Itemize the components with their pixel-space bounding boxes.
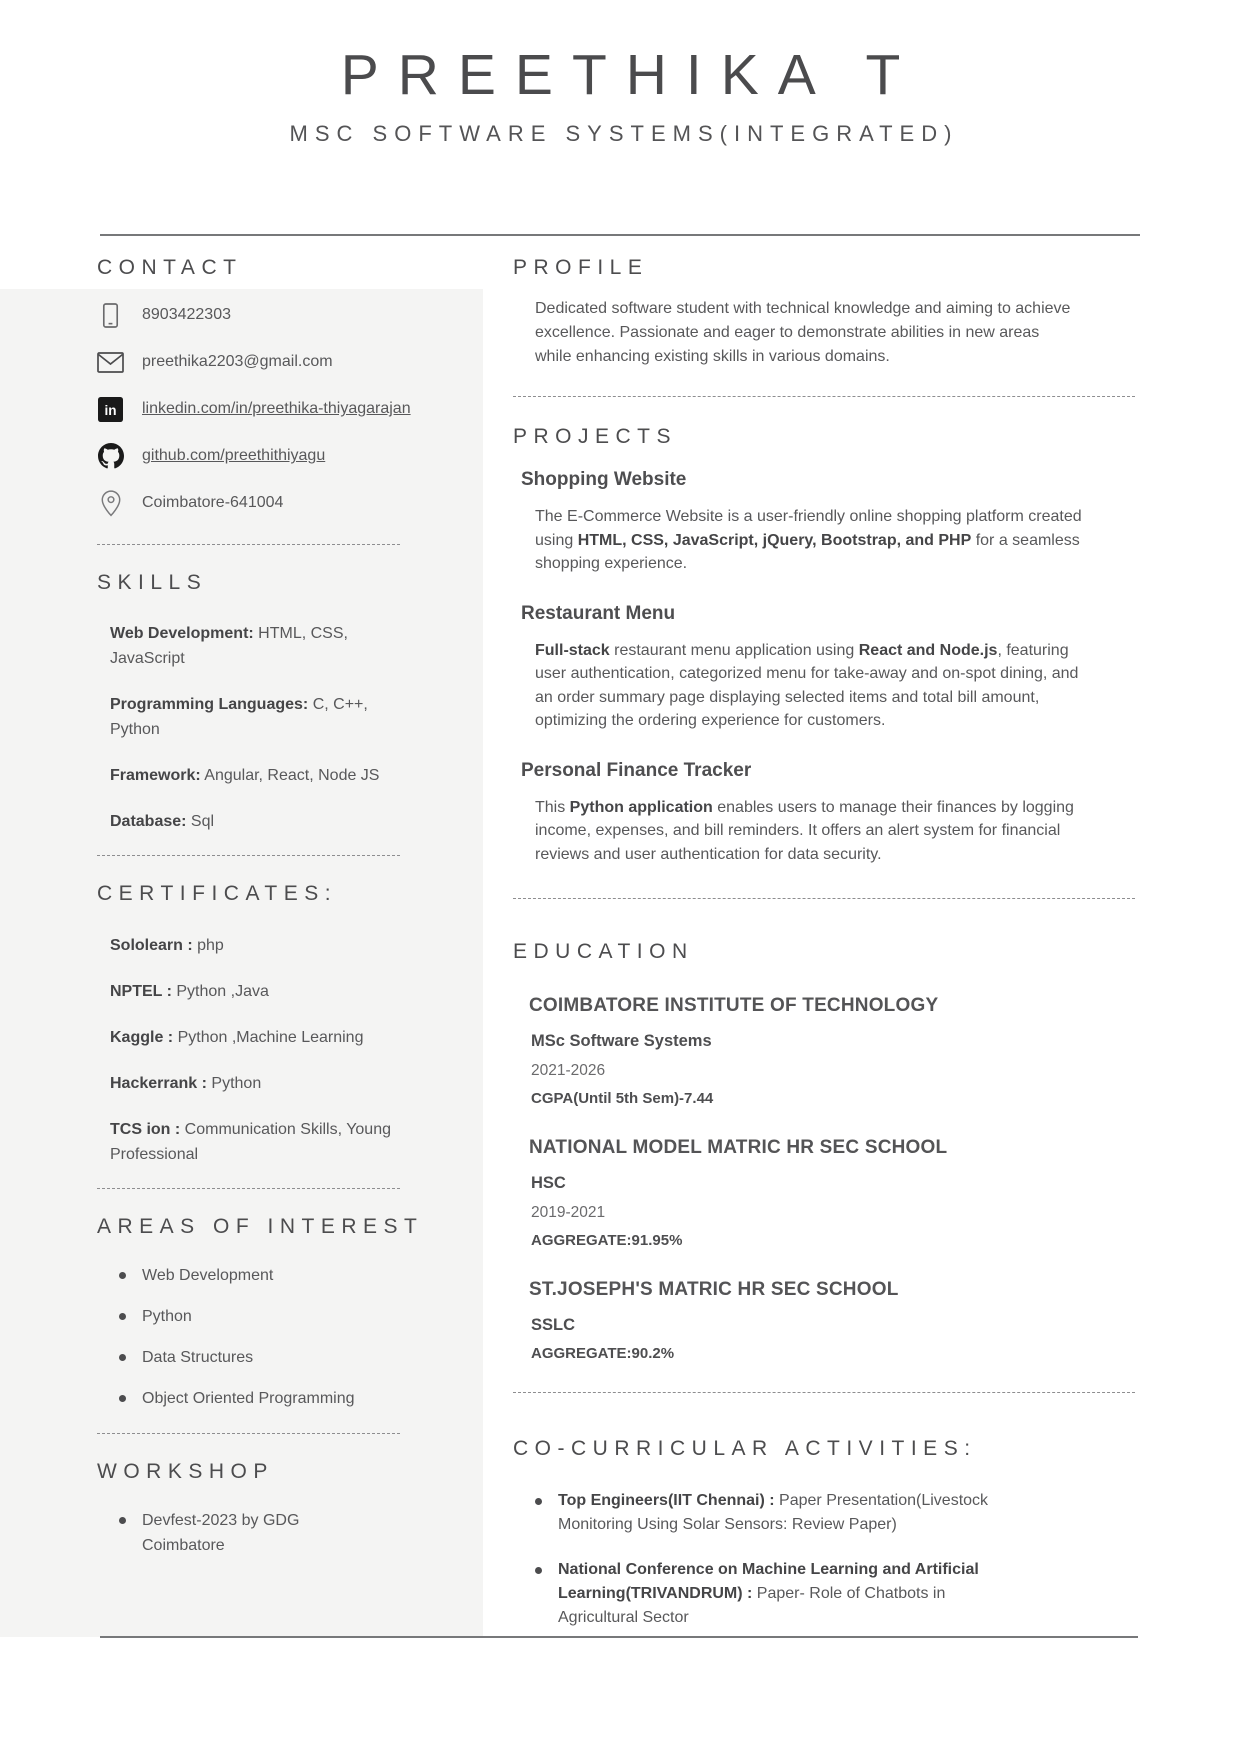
- project-description: Full-stack restaurant menu application using React and Node.js, featuring user authentication, categorized menu for take-away and on-spot dining, and an order summary page displaying selected items and total bill amount, optimizing the ordering experience for customers.: [535, 641, 1079, 730]
- skill-item: [110, 621, 392, 671]
- education-score: AGGREGATE:90.2%: [531, 1344, 675, 1362]
- certificate-label: Kaggle :: [110, 1028, 174, 1046]
- linkedin-icon: [97, 396, 124, 423]
- certificate-item: [110, 1025, 392, 1050]
- education-degree: MSc Software Systems: [531, 1031, 712, 1050]
- education-degree: HSC: [531, 1173, 566, 1192]
- education-years: 2021-2026: [531, 1061, 606, 1079]
- certificate-value: Python ,Machine Learning: [173, 1028, 364, 1046]
- certificate-item: [110, 1071, 392, 1096]
- certificate-label: Sololearn :: [110, 936, 193, 954]
- skill-value: C, C++, Python: [110, 696, 368, 739]
- section-divider: [97, 1188, 400, 1189]
- certificate-item: [110, 1117, 392, 1167]
- profile-text: Dedicated software student with technical knowledge and aiming to achieve excellence. Passionate and eager to demonstrate abilities in new areas while enhancing existing skills in various domains.: [535, 300, 1071, 366]
- location-icon: [97, 490, 124, 517]
- skill-value: Angular, React, Node JS: [200, 767, 380, 785]
- education-years: 2019-2021: [531, 1203, 606, 1221]
- project-title: Shopping Website: [521, 469, 687, 491]
- phone-number: 8903422303: [142, 306, 231, 324]
- certificate-value: Communication Skills, Young Professional: [110, 1120, 391, 1163]
- projects-heading: PROJECTS: [513, 425, 678, 449]
- profile-heading: PROFILE: [513, 256, 649, 279]
- project-title: Personal Finance Tracker: [521, 759, 752, 781]
- education-entry: [513, 995, 1141, 1107]
- areas-of-interest-heading: AREAS OF INTEREST: [97, 1214, 424, 1238]
- skill-item: [110, 809, 392, 834]
- certificate-item: [110, 933, 392, 958]
- education-institution: NATIONAL MODEL MATRIC HR SEC SCHOOL: [529, 1136, 948, 1158]
- education-entry: [513, 1137, 1141, 1249]
- github-icon: [97, 443, 124, 470]
- phone-icon: [97, 302, 124, 329]
- linkedin-link[interactable]: linkedin.com/in/preethika-thiyagarajan: [142, 400, 411, 418]
- certificate-label: Hackerrank :: [110, 1074, 207, 1092]
- section-divider: [513, 1392, 1135, 1393]
- list-item: Devfest-2023 by GDG Coimbatore: [97, 1508, 312, 1558]
- certificate-value: Python: [206, 1074, 262, 1092]
- contact-heading: CONTACT: [97, 256, 243, 279]
- contact-row-github: [97, 442, 443, 470]
- list-item: Data Structures: [97, 1345, 443, 1370]
- cocurricular-list: [513, 1489, 1141, 1630]
- skill-label: Database:: [110, 813, 187, 831]
- skill-value: HTML, CSS, JavaScript: [110, 625, 348, 668]
- project-description: This Python application enables users to manage their finances by logging income, expenses, and bill reminders. It offers an alert system for financial reviews and user authentication for data security.: [535, 798, 1074, 863]
- github-link[interactable]: github.com/preethithiyagu: [142, 447, 326, 465]
- location-text: Coimbatore-641004: [142, 494, 284, 512]
- skill-item: [110, 692, 392, 742]
- education-entry: [513, 1279, 1141, 1362]
- certificate-label: TCS ion :: [110, 1120, 181, 1138]
- section-divider: [513, 898, 1135, 899]
- svg-text:in: in: [104, 402, 117, 418]
- skill-label: Framework:: [110, 767, 201, 785]
- person-name: PREETHIKA T: [340, 43, 920, 107]
- resume-header: [0, 0, 1241, 147]
- certificate-value: Python ,Java: [171, 982, 269, 1000]
- certificate-item: [110, 979, 392, 1004]
- education-institution: COIMBATORE INSTITUTE OF TECHNOLOGY: [529, 994, 939, 1016]
- list-item: Top Engineers(IIT Chennai) : Paper Presentation(Livestock Monitoring Using Solar Sensors: Review Paper): [513, 1489, 1003, 1537]
- skill-label: Programming Languages:: [110, 696, 309, 714]
- project-description: The E-Commerce Website is a user-friendly online shopping platform created using HTML, CSS, JavaScript, jQuery, Bootstrap, and PHP for a seamless shopping experience.: [535, 508, 1082, 573]
- areas-of-interest-list: [97, 1263, 443, 1411]
- contact-row-phone: [97, 301, 443, 329]
- certificate-label: NPTEL :: [110, 982, 172, 1000]
- cocurricular-heading: CO-CURRICULAR ACTIVITIES:: [513, 1436, 977, 1460]
- workshop-list: [97, 1508, 443, 1558]
- project-title: Restaurant Menu: [521, 602, 676, 624]
- skill-item: [110, 763, 392, 788]
- certificates-heading: CERTIFICATES:: [97, 882, 338, 906]
- skills-heading: SKILLS: [97, 571, 208, 595]
- contact-list: [97, 301, 443, 517]
- education-institution: ST.JOSEPH'S MATRIC HR SEC SCHOOL: [529, 1278, 899, 1300]
- contact-row-linkedin: [97, 395, 443, 423]
- email-address: preethika2203@gmail.com: [142, 353, 333, 371]
- email-icon: [97, 349, 124, 376]
- skill-label: Web Development:: [110, 625, 254, 643]
- education-degree: SSLC: [531, 1315, 576, 1334]
- section-divider: [513, 396, 1135, 397]
- list-item: Object Oriented Programming: [97, 1386, 443, 1411]
- list-item: National Conference on Machine Learning and Artificial Learning(TRIVANDRUM) : Paper- Role of Chatbots in Agricultural Sector: [513, 1558, 1003, 1630]
- education-score: CGPA(Until 5th Sem)-7.44: [531, 1089, 714, 1107]
- sidebar: [0, 235, 483, 1651]
- skill-value: Sql: [186, 813, 215, 831]
- section-divider: [97, 1433, 400, 1434]
- person-title: MSC SOFTWARE SYSTEMS(INTEGRATED): [289, 120, 959, 146]
- contact-row-email: [97, 348, 443, 376]
- education-heading: EDUCATION: [513, 940, 694, 964]
- main-content: [483, 235, 1241, 1651]
- section-divider: [97, 544, 400, 545]
- workshop-heading: WORKSHOP: [97, 1459, 274, 1483]
- certificate-value: php: [192, 936, 224, 954]
- education-score: AGGREGATE:91.95%: [531, 1231, 683, 1249]
- section-divider: [97, 855, 400, 856]
- list-item: Web Development: [97, 1263, 443, 1288]
- list-item: Python: [97, 1304, 443, 1329]
- contact-row-location: [97, 489, 443, 517]
